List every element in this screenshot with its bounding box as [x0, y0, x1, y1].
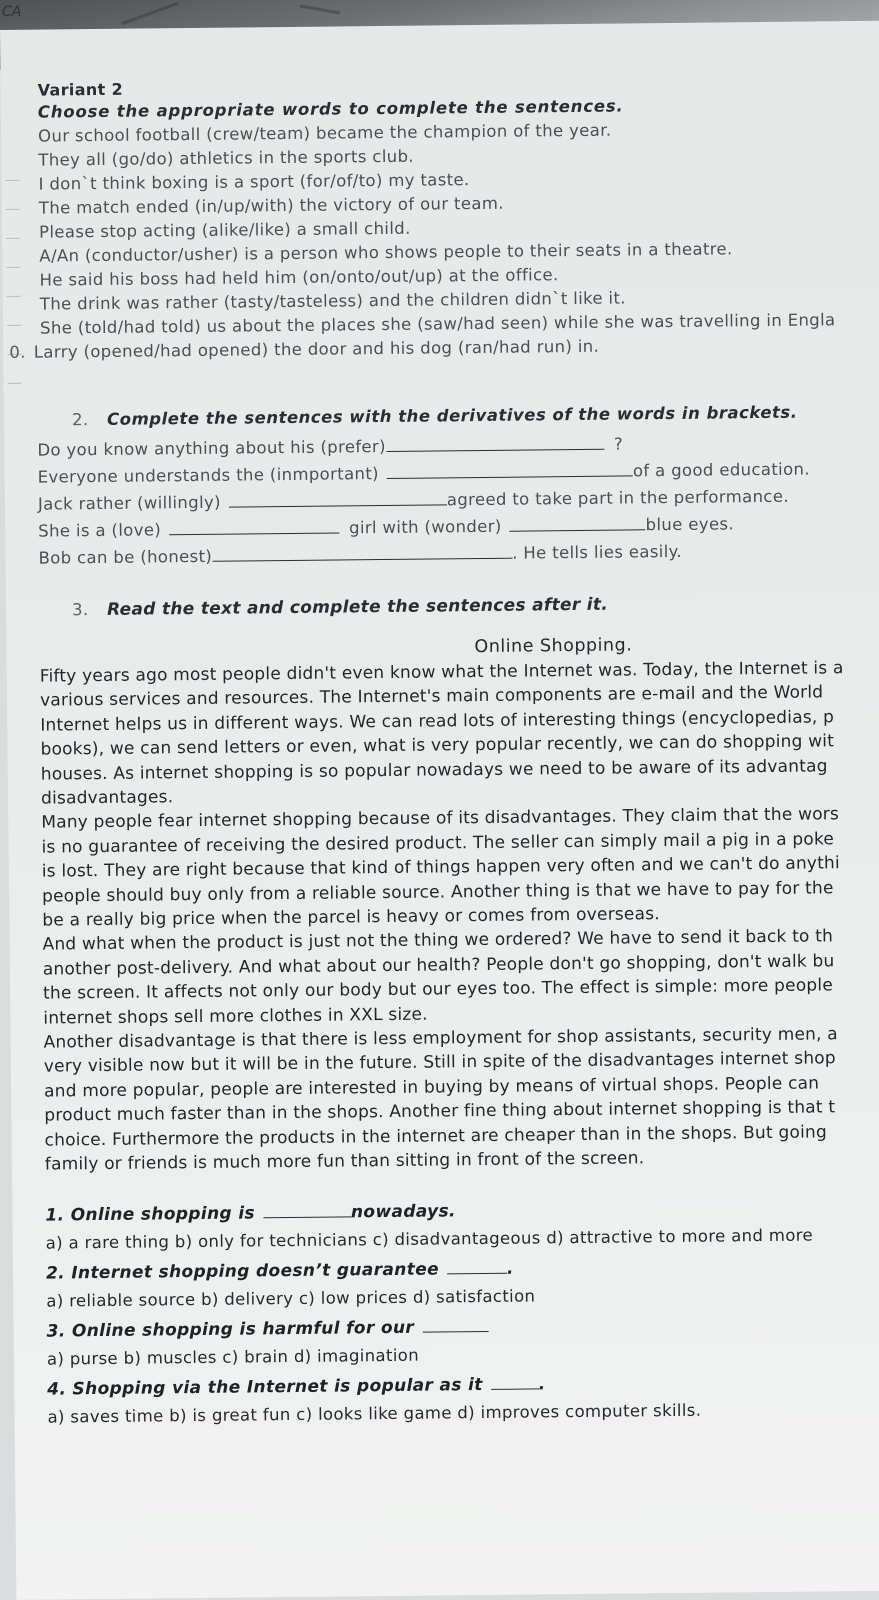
answer-blank[interactable]	[447, 1259, 507, 1275]
question-text-end: nowadays.	[350, 1201, 456, 1223]
margin-marks	[6, 180, 22, 412]
section1-item	[38, 120, 611, 148]
answer-blank[interactable]	[491, 1374, 539, 1390]
question-2	[46, 1258, 514, 1285]
reading-title: Online Shopping.	[474, 635, 633, 658]
variant-label: Variant 2	[37, 79, 124, 100]
item-number: 0.	[9, 342, 26, 362]
item-text-mid: girl with (wonder)	[348, 516, 502, 538]
item-text: She (told/had told) us about the places she (saw/had seen) while she was travelling in Engla	[40, 310, 836, 338]
section2-item-2	[38, 459, 810, 489]
reading-text-line: product much faster than in the shops. Another fine thing about internet shopping is that t	[44, 1097, 836, 1126]
reading-text-line: And what when the product is just not the thing we ordered? We have to send it back to th	[42, 926, 834, 955]
item-text-end: ?	[613, 434, 624, 454]
section1-item	[9, 336, 600, 364]
section1-item	[39, 169, 470, 196]
question-4-options: a) saves time b) is great fun c) looks like game d) improves computer skills.	[47, 1400, 702, 1427]
section1-heading: Choose the appropriate words to complete the sentences.	[37, 96, 624, 122]
question-text: 2. Internet shopping doesn’t guarantee	[45, 1259, 440, 1284]
item-text: Please stop acting (alike/like) a small child.	[39, 218, 411, 242]
reading-text-line: Fifty years ago most people didn't even know what the Internet was. Today, the Internet is a	[39, 658, 844, 687]
question-3-options: a) purse b) muscles c) brain d) imagination	[46, 1345, 420, 1369]
reading-text-line: Internet helps us in different ways. We can read lots of interesting things (encyclopedias, p	[40, 707, 835, 736]
item-text: I don`t think boxing is a sport (for/of/to) my taste.	[38, 170, 470, 194]
section3-heading: Read the text and complete the sentences after it.	[106, 594, 609, 620]
section2-number: 2.	[71, 410, 89, 430]
question-3	[47, 1316, 489, 1343]
section1-item	[38, 146, 414, 172]
section2-item-4	[38, 513, 734, 542]
section2-heading: Complete the sentences with the derivatives of the words in brackets.	[106, 402, 798, 429]
section1-item	[39, 218, 411, 244]
item-text-end: of a good education.	[632, 459, 810, 481]
question-text: 1. Online shopping is	[45, 1203, 256, 1226]
question-text: 3. Online shopping is harmful for our	[46, 1317, 415, 1342]
item-text: The drink was rather (tasty/tasteless) and the children didn`t like it.	[39, 288, 626, 314]
desk-mark	[300, 5, 340, 15]
section2-item-1	[37, 433, 623, 461]
question-2-options: a) reliable source b) delivery c) low prices d) satisfaction	[46, 1286, 536, 1311]
section1-item	[39, 193, 504, 220]
reading-text-line: is lost. They are right because that kind of things happen very often and we can't do anythi	[41, 853, 841, 882]
item-text: Everyone understands the (inmportant)	[37, 464, 379, 487]
reading-text-line: is no guarantee of receiving the desired product. The seller can simply mail a pig in a poke	[41, 829, 835, 858]
corner-handwriting: CA	[2, 4, 22, 20]
section1-item	[40, 264, 559, 291]
reading-text-line: be a really big price when the parcel is heavy or comes from overseas.	[42, 904, 660, 931]
item-text: Our school football (crew/team) became the champion of the year.	[38, 120, 612, 146]
section3-number: 3.	[71, 600, 89, 620]
reading-text-line: another post-delivery. And what about our health? People don't go shopping, don't walk bu	[42, 951, 835, 980]
question-text: 4. Shopping via the Internet is popular as it	[47, 1375, 483, 1400]
reading-text-line: family or friends is much more fun than sitting in front of the screen.	[44, 1148, 645, 1175]
section2-item-3	[38, 486, 789, 516]
reading-text-line: Another disadvantage is that there is less employment for shop assistants, security men, a	[43, 1024, 838, 1053]
item-text: Bob can be (honest)	[38, 546, 213, 568]
answer-blank[interactable]	[387, 461, 633, 479]
item-text: He said his boss had held him (on/onto/out/up) at the office.	[39, 265, 559, 290]
reading-text-line: books), we can send letters or even, what is very popular recently, we can do shopping wit	[40, 731, 835, 760]
answer-blank[interactable]	[263, 1202, 351, 1218]
reading-text-line: internet shops sell more clothes in XXL size.	[43, 1004, 428, 1029]
item-text: She is a (love)	[38, 520, 162, 541]
item-text-end: blue eyes.	[645, 514, 735, 535]
desk-mark	[121, 2, 178, 25]
worksheet-paper	[0, 21, 879, 1600]
reading-text-line: people should buy only from a reliable source. Another thing is that we have to pay for the	[41, 877, 834, 907]
answer-blank[interactable]	[229, 490, 447, 507]
item-text: They all (go/do) athletics in the sports club.	[38, 146, 415, 170]
reading-text-line: very visible now but it will be in the future. Still in spite of the disadvantages internet shop	[43, 1048, 836, 1077]
reading-text-line: Many people fear internet shopping because of its disadvantages. They claim that the wors	[41, 804, 840, 834]
question-text-end: .	[538, 1374, 546, 1395]
reading-text-line: and more popular, people are interested in buying by means of virtual shops. People can	[44, 1073, 820, 1102]
item-text: Jack rather (willingly)	[37, 492, 221, 514]
section2-item-5	[38, 541, 682, 570]
answer-blank[interactable]	[169, 518, 339, 535]
reading-text-line: houses. As internet shopping is so popular nowadays we need to be aware of its advantag	[40, 755, 828, 785]
reading-text-line: various services and resources. The Internet's main components are e-mail and the World	[39, 682, 824, 712]
reading-text-line: the screen. It affects not only our body but our eyes too. The effect is simple: more people	[42, 975, 834, 1004]
reading-text-line: disadvantages.	[40, 787, 174, 809]
question-text-end: .	[506, 1258, 514, 1279]
question-1-options: a) a rare thing b) only for technicians c) disadvantageous d) attractive to more and more	[45, 1225, 814, 1253]
answer-blank[interactable]	[422, 1317, 488, 1333]
section1-item	[39, 238, 732, 267]
question-4	[47, 1373, 546, 1400]
reading-text-line: choice. Furthermore the products in the internet are cheaper than in the shops. But going	[44, 1121, 828, 1151]
question-1	[45, 1200, 456, 1226]
answer-blank[interactable]	[212, 544, 512, 562]
answer-blank[interactable]	[510, 515, 646, 531]
item-text-end: . He tells lies easily.	[512, 541, 683, 563]
item-text-end: agreed to take part in the performance.	[446, 486, 789, 510]
item-text: Do you know anything about his (prefer)	[37, 436, 387, 460]
item-text: A/An (conductor/usher) is a person who shows people to their seats in a theatre.	[39, 239, 733, 266]
answer-blank[interactable]	[386, 435, 604, 452]
item-text: The match ended (in/up/with) the victory of our team.	[38, 193, 504, 218]
item-text: Larry (opened/had opened) the door and his dog (ran/had run) in.	[33, 336, 600, 362]
